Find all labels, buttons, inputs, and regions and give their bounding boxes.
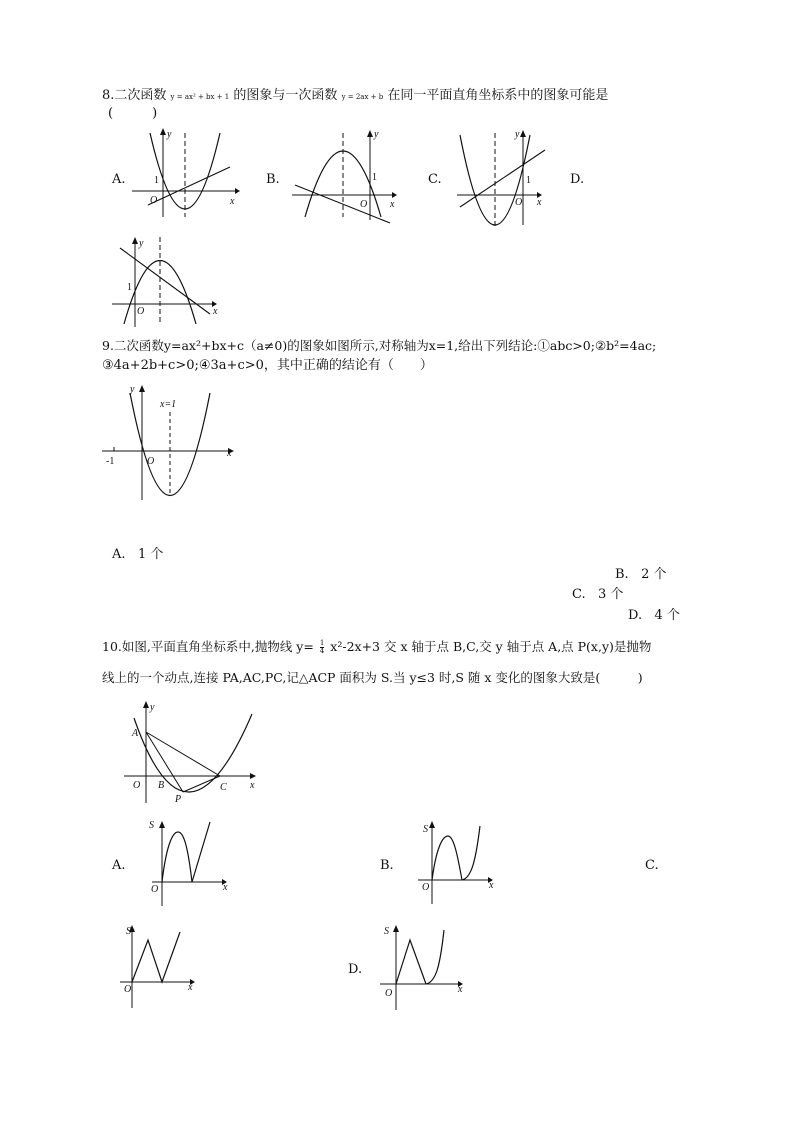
q8-graph-b [290,125,400,225]
q8-option-d-label: D. [570,172,585,187]
q10a-origin-label: O [151,884,159,895]
q8-option-a-label: A. [112,172,126,187]
q10-point-c-label: C [220,782,227,793]
q8b-y-label: y [374,129,379,140]
q10-point-b-label: B [158,780,165,791]
q8-answer-paren: ( ) [108,106,158,121]
q8-formula-quadratic: y = ax² + bx + 1 [170,93,230,101]
q9-neg-one-label: -1 [106,456,115,467]
q9-choice-c-text: 3 个 [598,587,624,602]
q10-option-c-label: C. [645,858,659,873]
q8a-origin-label: O [150,195,158,206]
q8-stem [102,88,608,105]
q8-suffix: 在同一平面直角坐标系中的图象可能是 [387,88,609,103]
q9-choice-a-letter: A. [112,547,126,562]
q8a-x-label: x [230,196,235,207]
q10-line-2: 线上的一个动点,连接 PA,AC,PC,记△ACP 面积为 S.当 y≤3 时,S 随 x 变化的图象大致是( ) [102,670,643,685]
q10a-x-label: x [223,882,228,893]
q9-origin-label: O [147,456,155,467]
q10b-s-label: S [423,824,428,835]
q8-mid: 的图象与一次函数 [233,88,338,103]
q10d-s-label: S [384,926,389,937]
q9-axis-label: x=1 [160,399,177,410]
q9-choice-a-text: 1 个 [137,547,164,562]
q10-option-a-label: A. [112,858,126,873]
q10-main-origin-label: O [133,780,141,791]
q8d-one-label: 1 [127,282,132,293]
q9-choice-c[interactable] [572,587,623,603]
q9-line-1: 9.二次函数y=ax²+bx+c（a≠0)的图象如图所示,对称轴为x=1,给出下列结论:①abc>0;②b²=4ac; [102,338,657,353]
q9-x-label: x [227,448,232,459]
q10-point-p-label: P [175,794,182,805]
q8-graph-c [455,125,555,230]
q10-line-1 [102,639,651,655]
q9-choice-b-text: 2 个 [641,567,667,582]
q10d-x-label: x [458,984,463,995]
q8b-x-label: x [390,199,395,210]
q10d-origin-label: O [385,988,393,999]
q8-option-b-label: B. [266,172,280,187]
q10-frac-den: 4 [319,647,325,655]
q8c-one-label: 1 [526,175,531,186]
q8-prefix: 8.二次函数 [102,88,167,103]
q8a-one-label: 1 [154,175,159,186]
q10-line-1-a: 10.如图,平面直角坐标系中,抛物线 y= [102,639,314,654]
q10b-x-label: x [489,880,494,891]
q10-main-y-label: y [150,702,155,713]
q8d-x-label: x [213,306,218,317]
q9-choice-b[interactable] [615,567,667,583]
q9-choice-d-letter: D. [628,608,643,623]
q10-point-a-label: A [132,728,139,739]
q10-fraction [320,640,324,655]
q9-graph [100,378,240,503]
q10-option-d-label: D. [348,962,363,977]
q10a-s-label: S [149,820,154,831]
q9-line-2: ③4a+2b+c>0;④3a+c>0，其中正确的结论有（ ） [102,358,433,373]
q8-option-c-label: C. [428,172,442,187]
q8b-one-label: 1 [372,172,377,183]
q10-frac-num: 1 [319,639,325,647]
q9-choice-d-text: 4 个 [654,608,680,623]
q9-choice-b-letter: B. [615,567,629,582]
q10-graph-a [140,818,235,910]
q9-choice-d[interactable] [628,608,680,624]
q8c-y-label: y [515,129,520,140]
q10b-origin-label: O [422,882,430,893]
q10-main-x-label: x [250,780,255,791]
q8-formula-linear: y = 2ax + b [341,93,384,101]
q8-graph-a [130,125,240,220]
q9-choice-c-letter: C. [572,587,586,602]
q10c-origin-label: O [124,984,132,995]
q8d-y-label: y [139,238,144,249]
q10c-x-label: x [188,982,193,993]
q10-line-1-b: x²-2x+3 交 x 轴于点 B,C,交 y 轴于点 A,点 P(x,y)是抛物 [330,639,652,654]
q10-graph-c [112,922,207,1014]
q10-option-b-label: B. [380,858,394,873]
q8c-origin-label: O [515,197,523,208]
q8c-x-label: x [537,197,542,208]
q10c-s-label: S [126,926,131,937]
q8a-y-label: y [167,129,172,140]
q8-graph-d [110,232,225,330]
q8d-origin-label: O [137,306,145,317]
q9-choice-a[interactable] [112,547,163,563]
q10-graph-d [372,922,467,1014]
q10-graph-b [410,818,505,910]
q10-main-graph [120,698,260,806]
q9-y-label: y [130,384,135,395]
q8b-origin-label: O [360,199,368,210]
